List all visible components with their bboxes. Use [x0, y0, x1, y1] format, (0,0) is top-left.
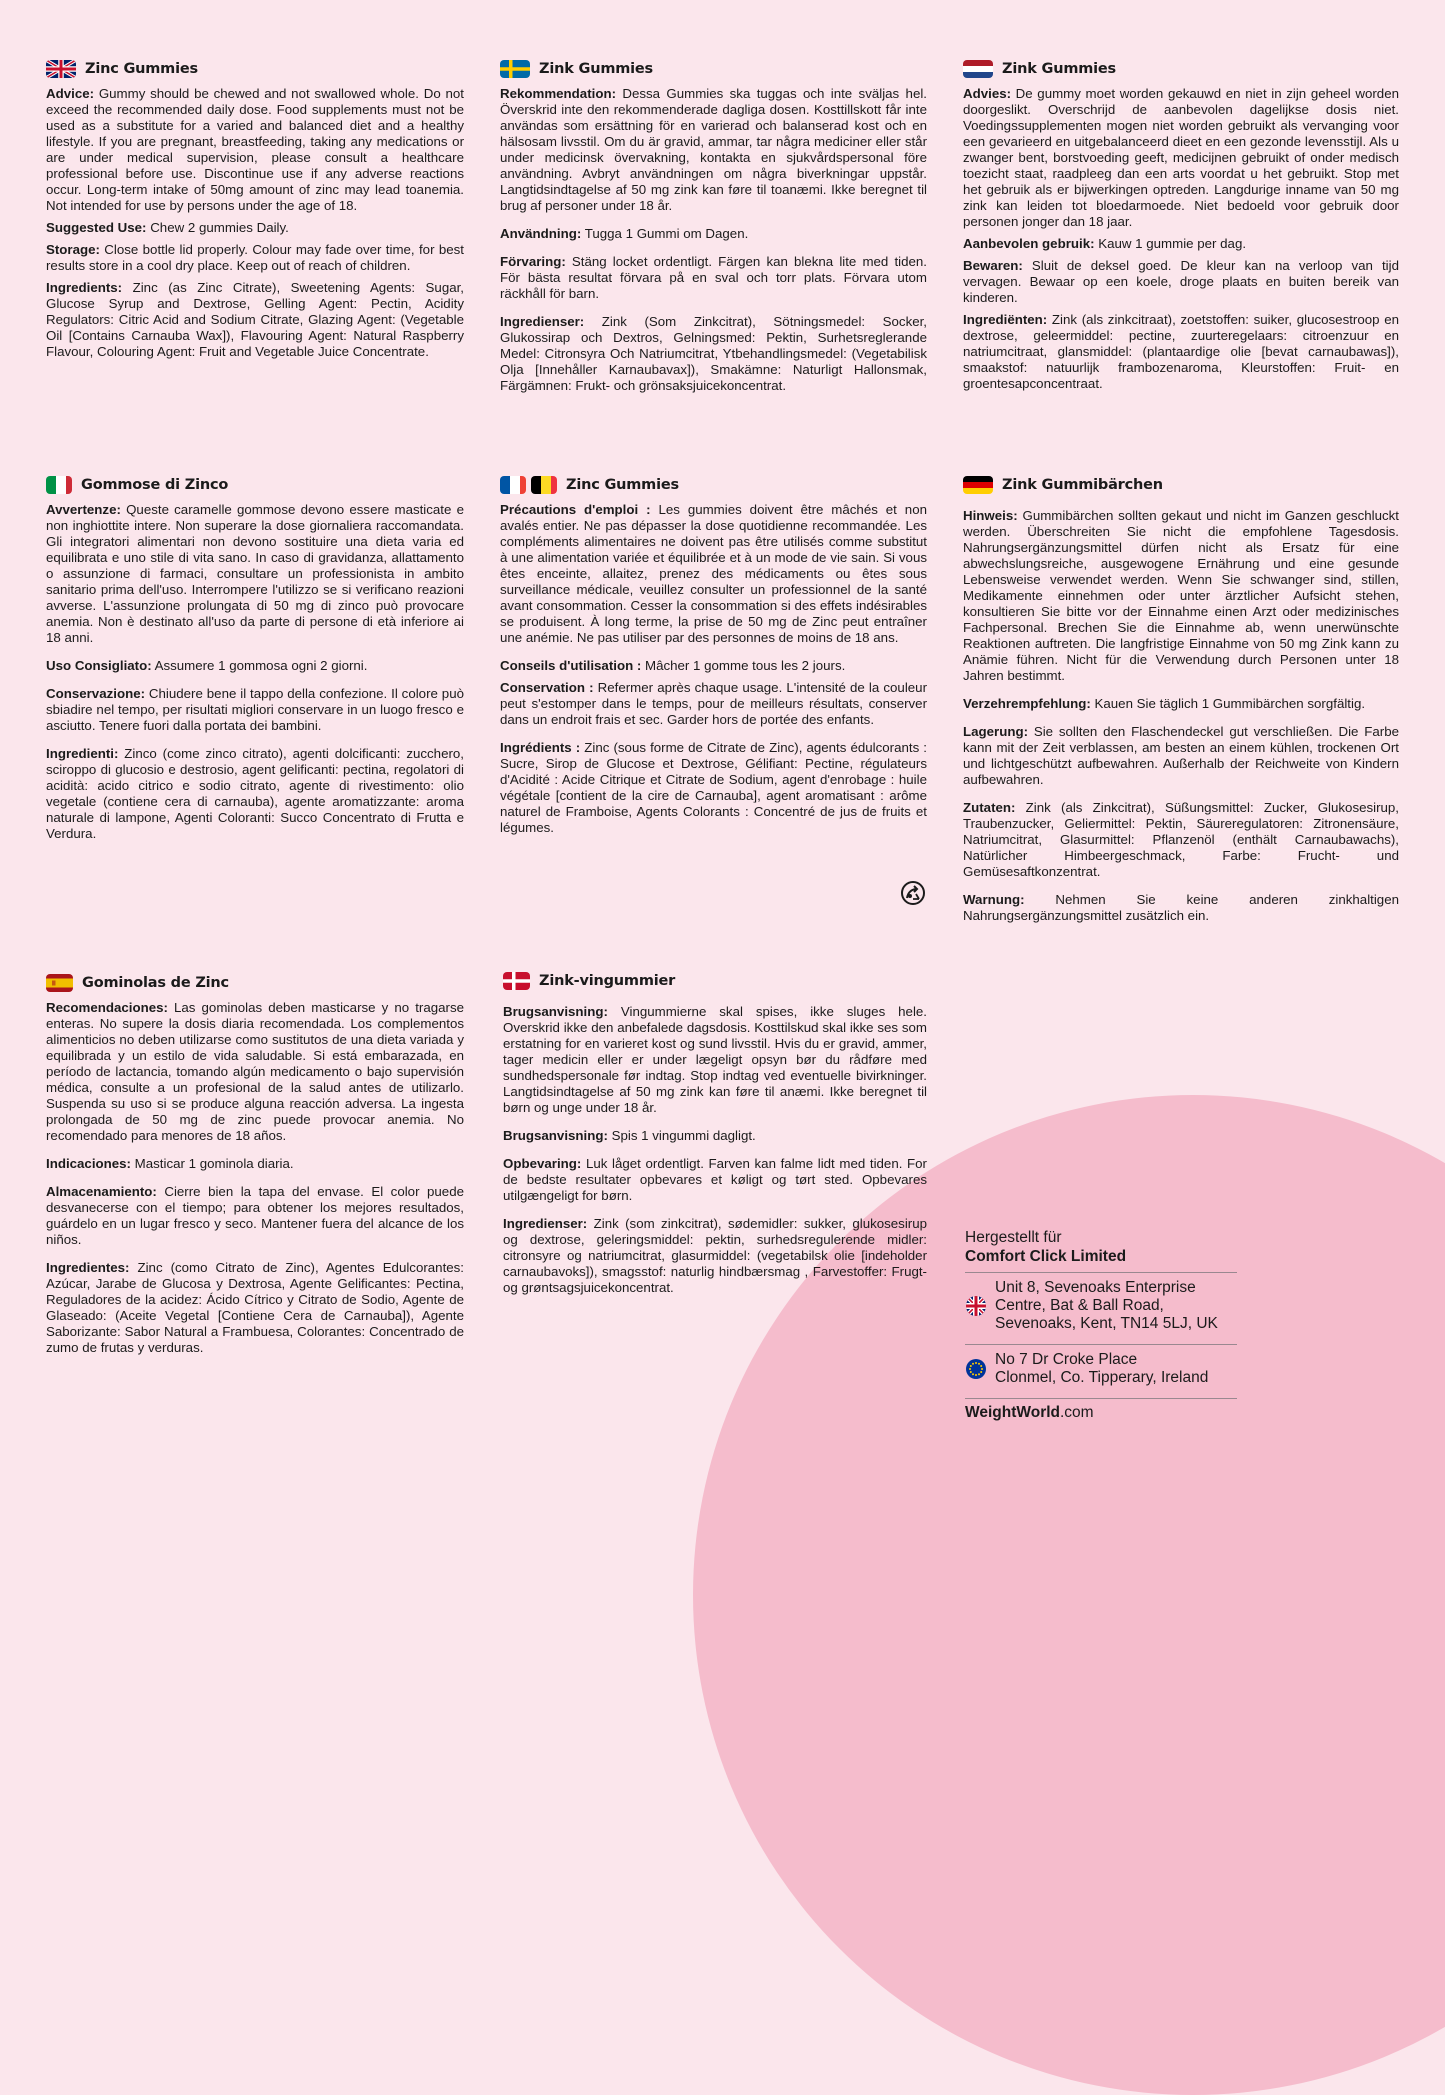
paragraph-usage-tips: Conseils d'utilisation : Mâcher 1 gomme tous les 2 jours. — [500, 658, 846, 673]
panel-heading: Zinc Gummies — [566, 477, 679, 493]
panel-spanish — [46, 972, 464, 1362]
paragraph-ingredients: Ingredienser: Zink (Som Zinkcitrat), Sötningsmedel: Socker, Glukossirap och Dextros, Gelningsmed: Pektin, Surhetsreglerande Medel: Citronsyra Och Natriumcitrat, Ytbehandlingsmedel: (Vegetabilisk Olja [Innehåller Karnaubavax]), Smakämne: Naturligt Hallonsmak, Färgämnen: Frukt- och grönsaksjuicekoncentrat. — [500, 314, 927, 393]
paragraph-recommendation: Rekommendation: Dessa Gummies ska tuggas och inte sväljas hel. Överskrid inte den rekommenderade dagliga dosen. Kosttillskott får inte användas som ersättning för en varierad och balanserad kost och en hälsosam livsstil. Om du är gravid, ammar, tar några mediciner eller står under medicinsk övervakning, kontakta en sjukvårdspersonal före användning. Avbryt användningen om några biverkningar uppstår. Langtidsindtagelse af 50 mg zink kan føre til toanæmi. Ikke beregnet til brug af personer under 18 år. — [500, 86, 927, 213]
paragraph-storage: Conservation : Refermer après chaque usage. L'intensité de la couleur peut s'estomper dans le temps, pour de meilleurs résultats, conserver dans un endroit frais et sec. Garder hors de portée des enfants. — [500, 680, 927, 727]
paragraph-storage: Almacenamiento: Cierre bien la tapa del envase. El color puede desvanecerse con el tiempo; para obtener los mejores resultados, guárdelo en un lugar fresco y seco. Mantener fuera del alcance de los niños. — [46, 1184, 464, 1247]
panel-title — [963, 474, 1399, 496]
paragraph-warning: Warnung: Nehmen Sie keine anderen zinkhaltigen Nahrungsergänzungsmittel zusätzlich ein. — [963, 892, 1399, 923]
eu-flag-icon — [965, 1358, 987, 1380]
panel-heading: Zink-vingummier — [539, 973, 676, 989]
paragraph-warnings: Avvertenze: Queste caramelle gommose devono essere masticate e non inghiottite intere. Non superare la dose giornaliera raccomandata. Gli integratori alimentari non devono sostituire una dieta varia ed equilibrata e uno stile di vita sano. In caso di gravidanza, allattamento o assunzione di farmaci, consultare un professionista in ambito sanitario prima dell'uso. Interrompere l'utilizzo se si verificano reazioni avverse. L'assunzione prolungata di 50 mg di zinco può provocare anemia. Non è destinato all'uso da parte di persone di età inferiore ai 18 anni. — [46, 502, 464, 645]
panel-title — [46, 58, 464, 80]
panel-title — [46, 972, 464, 994]
paragraph-ingredients: Ingredients: Zinc (as Zinc Citrate), Sweetening Agents: Sugar, Glucose Syrup and Dextrose, Gelling Agent: Pectin, Acidity Regulators: Citric Acid and Sodium Citrate, Glazing Agent: (Vegetable Oil [Contains Carnauba Wax]), Flavouring Agent: Natural Raspberry Flavour, Colouring Agent: Fruit and Vegetable Juice Concentrate. — [46, 280, 464, 359]
paragraph-recommendations: Recomendaciones: Las gominolas deben masticarse y no tragarse enteras. No supere la dosis diaria recomendada. Los complementos alimenticios no deben utilizarse como sustitutos de una dieta variada y equilibrada y un estilo de vida saludable. Si está embarazada, en período de lactancia, tomando algún medicamento o bajo supervisión médica, consulte a un profesional de la salud antes de utilizarlo. Suspenda su uso si se produce alguna reacción adversa. La ingesta prolongada de 50 mg de zinc puede provocar anemia. No recomendado para menores de 18 años. — [46, 1000, 464, 1143]
italy-flag-icon — [46, 476, 72, 494]
panel-heading: Zink Gummies — [1002, 61, 1116, 77]
paragraph-ingredients: Ingredientes: Zinc (como Citrato de Zinc), Agentes Edulcorantes: Azúcar, Jarabe de Glucosa y Dextrosa, Agente Gelificantes: Pectina, Reguladores de la acidez: Ácido Cítrico y Citrato de Sodio, Agente de Glaseado: (Aceite Vegetal [Contiene Cera de Carnauba]), Agente Saborizante: Sabor Natural a Frambuesa, Colorantes: Concentrado de zumo de frutas y verduras. — [46, 1260, 464, 1355]
panel-dutch — [963, 58, 1399, 398]
panel-title — [503, 970, 927, 992]
panel-heading: Zinc Gummies — [85, 61, 198, 77]
paragraph-storage: Storage: Close bottle lid properly. Colour may fade over time, for best results store in a cool dry place. Keep out of reach of children. — [46, 242, 464, 273]
manufacturer-heading: Hergestellt für — [965, 1229, 1062, 1246]
panel-heading: Zink Gummibärchen — [1002, 477, 1163, 493]
panel-heading: Gommose di Zinco — [81, 477, 229, 493]
eu-address-row — [965, 1344, 1237, 1392]
paragraph-recommended-use: Aanbevolen gebruik: Kauw 1 gummie per dag. — [963, 236, 1247, 251]
paragraph-storage: Lagerung: Sie sollten den Flaschendeckel gut verschließen. Die Farbe kann mit der Zeit verblassen, am besten an einem kühlen, trockenen Ort und lichtgeschützt aufbewahren. Außerhalb der Reichweite von Kindern aufbewahren. — [963, 724, 1399, 787]
paragraph-ingredients: Zutaten: Zink (als Zinkcitrat), Süßungsmittel: Zucker, Glukosesirup, Traubenzucker, Geliermittel: Pektin, Säureregulatoren: Zitronensäure, Natriumcitrat, Glasurmittel: Pflanzenöl (enthält Carnaubawachs), Natürlicher Himbeergeschmack, Farbe: Frucht- und Gemüsesaftkonzentrat. — [963, 800, 1399, 879]
paragraph-advice: Advies: De gummy moet worden gekauwd en niet in zijn geheel worden doorgeslikt. Overschrijd de aanbevolen dagelijkse dosis niet. Voedingssupplementen mogen niet worden gebruikt als vervanging voor een gevarieerd en uitgebalanceerd dieet en een gezonde levensstijl. Als u zwanger bent, borstvoeding geeft, medicijnen gebruikt of onder medisch toezicht staat, raadpleeg dan een arts voordat u het gebruikt. Stop met het gebruik als er bijwerkingen optreden. Langdurige inname van 50 mg zink kan leiden tot bloedarmoede. Niet bedoeld voor gebruik door personen jonger dan 18 jaar. — [963, 86, 1399, 229]
france-flag-icon — [500, 476, 526, 494]
sweden-flag-icon — [500, 60, 530, 78]
belgium-flag-icon — [531, 476, 557, 494]
panel-title — [500, 474, 927, 496]
paragraph-indications: Indicaciones: Masticar 1 gominola diaria. — [46, 1156, 294, 1171]
panel-swedish — [500, 58, 927, 400]
paragraph-usage: Användning: Tugga 1 Gummi om Dagen. — [500, 226, 749, 241]
panel-french — [500, 474, 927, 842]
website-link[interactable]: WeightWorld.com — [965, 1398, 1237, 1422]
paragraph-instructions: Brugsanvisning: Vingummierne skal spises, ikke sluges hele. Overskrid ikke den anbefalede dagsdosis. Kosttilskud skal ikke ses som erstatning for en varieret kost og sund livsstil. Hvis du er gravid, ammer, tager medicin eller er under lægeligt opsyn bør du rådføre med sundhedspersonale før indtag. Stop indtag ved eventuelle bivirkninger. Langtidsindtagelse af 50 mg zink kan føre til anæmi. Ikke beregnet til børn og unge under 18 år. — [503, 1004, 927, 1115]
panel-heading: Zink Gummies — [539, 61, 653, 77]
panel-english — [46, 58, 464, 366]
germany-flag-icon — [963, 476, 993, 494]
denmark-flag-icon — [503, 972, 530, 990]
paragraph-suggested-use: Uso Consigliato: Assumere 1 gommosa ogni 2 giorni. — [46, 658, 368, 673]
paragraph-suggested-use: Suggested Use: Chew 2 gummies Daily. — [46, 220, 289, 235]
paragraph-ingredients: Ingredienti: Zinco (come zinco citrato), agenti dolcificanti: zucchero, sciroppo di glucosio e destrosio, agent gelificanti: pectina, regolatori di acidità: acido citrico e sodio citrato, agente di rivestimento: olio vegetale (contiene cera di carnauba), agente aromatizzante: aroma naturale di lampone, Agenti Coloranti: Succo Concentrato di Frutta e Verdura. — [46, 746, 464, 841]
paragraph-notice: Hinweis: Gummibärchen sollten gekaut und nicht im Ganzen geschluckt werden. Überschreiten Sie nicht die empfohlene Tagesdosis. Nahrungsergänzungsmittel dürfen nicht als Ersatz für eine abwechslungsreiche, ausgewogene Ernährung und eine gesunde Lebensweise verwendet werden. Wenn Sie schwanger sind, stillen, Medikamente einnehmen oder unter ärztlicher Aufsicht stehen, konsultieren Sie bitte vor der Einnahme einen Arzt oder medizinisches Fachpersonal. Brechen Sie die Einnahme ab, wenn unerwünschte Reaktionen auftreten. Die langfristige Einnahme von 50 mg Zink kann zu Anämie führen. Nicht für die Verwendung durch Personen unter 18 Jahren bestimmt. — [963, 508, 1399, 683]
panel-german — [963, 474, 1399, 930]
uk-flag-icon — [46, 60, 76, 78]
panel-title — [500, 58, 927, 80]
uk-flag-icon — [965, 1295, 987, 1317]
panel-heading: Gominolas de Zinc — [82, 975, 229, 991]
flag-group — [500, 476, 557, 494]
paragraph-ingredients: Ingrediënten: Zink (als zinkcitraat), zoetstoffen: suiker, glucosestroop en dextrose, geleermiddel: pectine, zuurteregelaars: citroenzuur en natriumcitraat, glansmiddel: (plantaardige olie [bevat carnaubawas]), smaakstof: natuurlijk frambozenaroma, Kleurstoffen: Fruit- en groentesapconcentraat. — [963, 312, 1399, 391]
paragraph-precautions: Précautions d'emploi : Les gummies doivent être mâchés et non avalés entier. Ne pas dépasser la dose quotidienne recommandée. Les compléments alimentaires ne doivent pas être utilisés comme substitut à une alimentation variée et équilibrée et à un mode de vie sain. Si vous êtes enceinte, allaitez, prenez des médicaments ou êtes sous surveillance médicale, veuillez consulter un professionnel de la santé avant consommation. Cesser la consommation si des effets indésirables se produisent. À long terme, la prise de 50 mg de Zinc peut entraîner une anémie. Ne pas utiliser par des personnes de moins de 18 ans. — [500, 502, 927, 645]
paragraph-recommended-use: Verzehrempfehlung: Kauen Sie täglich 1 Gummibärchen sorgfältig. — [963, 696, 1366, 711]
triman-recycling-icon — [900, 880, 926, 906]
paragraph-storage: Opbevaring: Luk låget ordentligt. Farven kan falme lidt med tiden. For de bedste resultater opbevares et køligt og tørt sted. Opbevares utilgængeligt for børn. — [503, 1156, 927, 1203]
panel-danish — [503, 970, 927, 1302]
paragraph-usage: Brugsanvisning: Spis 1 vingummi dagligt. — [503, 1128, 756, 1143]
panel-title — [963, 58, 1399, 80]
netherlands-flag-icon — [963, 60, 993, 78]
manufacturer-company: Comfort Click Limited — [965, 1248, 1127, 1265]
paragraph-ingredients: Ingrédients : Zinc (sous forme de Citrate de Zinc), agents édulcorants : Sucre, Sirop de Glucose et Dextrose, Gélifiant: Pectine, régulateurs d'Acidité : Acide Citrique et Citrate de Sodium, agent d'enrobage : huile végétale [contient de la cire de Carnauba], agent aromatisant : arôme naturel de Framboise, Agents Colorants : Concentré de jus de fruits et légumes. — [500, 740, 927, 835]
spain-flag-icon — [46, 974, 73, 992]
paragraph-storage: Förvaring: Stäng locket ordentligt. Färgen kan blekna lite med tiden. För bästa resultat förvara på en sval och torr plats. Förvara utom räckhåll för barn. — [500, 254, 927, 301]
manufacturer-block — [965, 1228, 1237, 1422]
uk-address: Unit 8, Sevenoaks Enterprise Centre, Bat & Ball Road, Sevenoaks, Kent, TN14 5LJ, UK — [995, 1279, 1218, 1332]
paragraph-storage: Bewaren: Sluit de deksel goed. De kleur kan na verloop van tijd vervagen. Bewaar op een koele, droge plaats en buiten bereik van kinderen. — [963, 258, 1399, 305]
paragraph-storage: Conservazione: Chiudere bene il tappo della confezione. Il colore può sbiadire nel tempo, per risultati migliori conservare in un luogo fresco e asciutto. Tenere fuori dalla portata dei bambini. — [46, 686, 464, 733]
paragraph-ingredients: Ingredienser: Zink (som zinkcitrat), sødemidler: sukker, glukosesirup og dextrose, geleringsmiddel: pektin, surhedsregulerende midler: citronsyre og natriumcitrat, glasurmiddel: (vegetabilsk olie [indeholder carnaubavoks]), smagsstof: naturlig hindbærsmag , Farvestoffer: Frugt- og grøntsagsjuicekoncentrat. — [503, 1216, 927, 1295]
panel-title — [46, 474, 464, 496]
uk-address-row — [965, 1272, 1237, 1338]
eu-address: No 7 Dr Croke Place Clonmel, Co. Tipperary, Ireland — [995, 1351, 1209, 1386]
paragraph-advice: Advice: Gummy should be chewed and not swallowed whole. Do not exceed the recommended daily dose. Food supplements must not be used as a substitute for a varied and balanced diet and a healthy lifestyle. If you are pregnant, breastfeeding, taking any medications or are under medical supervision, please consult a healthcare professional before use. Discontinue use if any adverse reactions occur. Long-term intake of 50mg amount of zinc may lead toanemia. Not intended for use by persons under the age of 18. — [46, 86, 464, 213]
panel-italian — [46, 474, 464, 848]
